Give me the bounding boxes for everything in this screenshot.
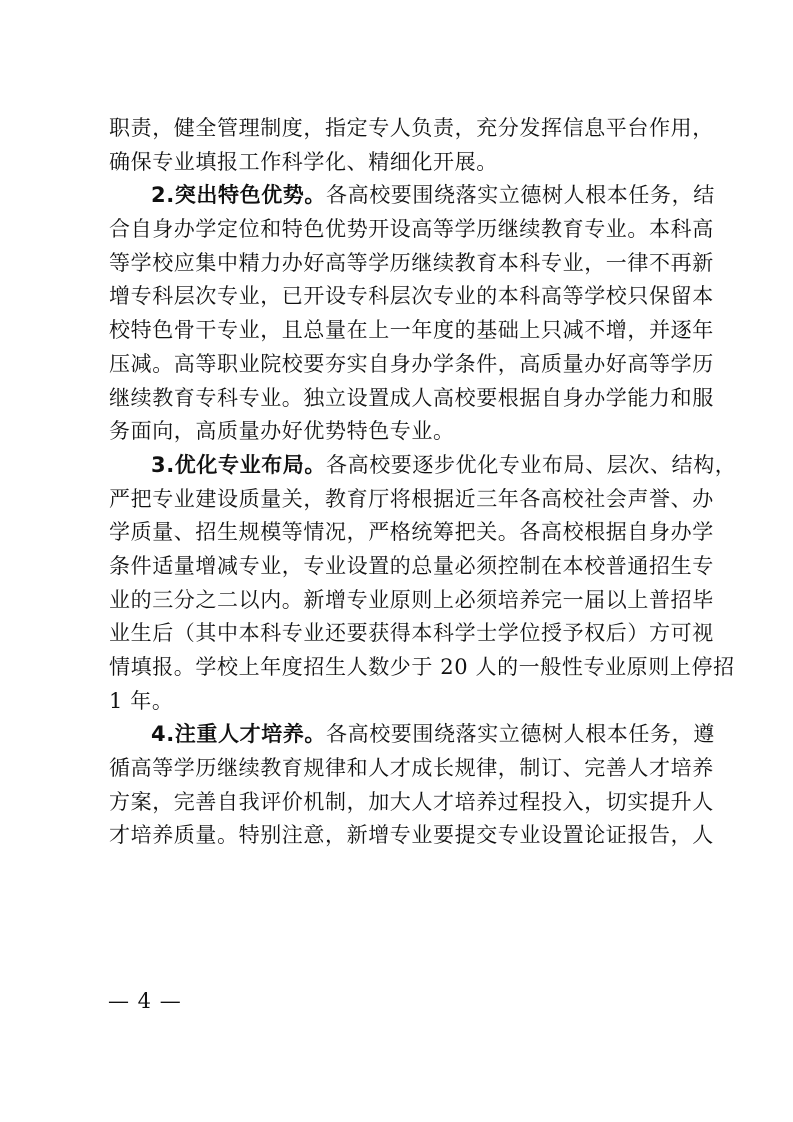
- body-line: 情填报。学校上年度招生人数少于 20 人的一般性专业原则上停招: [109, 655, 735, 679]
- section-3-first-line: [109, 449, 737, 483]
- body-line: 学质量、招生规模等情况，严格统筹把关。各高校根据自身办学: [109, 520, 714, 545]
- body-line: 严把专业建设质量关，教育厅将根据近三年各高校社会声誉、办: [109, 486, 714, 511]
- body-line: 等学校应集中精力办好高等学历继续教育本科专业，一律不再新: [109, 250, 714, 275]
- body-line: 业的三分之二以内。新增专业原则上必须培养完一届以上普招毕: [109, 587, 714, 612]
- section-2-first-line: [109, 179, 715, 213]
- body-line: 务面向，高质量办好优势特色专业。: [109, 419, 455, 444]
- body-line: 压减。高等职业院校要夯实自身办学条件，高质量办好高等学历: [109, 351, 714, 376]
- section-2-heading: 2.突出特色优势。: [151, 183, 326, 208]
- body-line: 职责，健全管理制度，指定专人负责，充分发挥信息平台作用，: [109, 116, 714, 140]
- section-3-text: 各高校要逐步优化专业布局、层次、结构，: [326, 452, 737, 477]
- body-line: 业生后（其中本科专业还要获得本科学士学位授予权后）方可视: [109, 621, 714, 646]
- section-3-heading: 3.优化专业布局。: [151, 452, 326, 477]
- section-4-heading: 4.注重人才培养。: [151, 722, 326, 747]
- body-line: 循高等学历继续教育规律和人才成长规律，制订、完善人才培养: [109, 756, 714, 781]
- document-body: [109, 112, 737, 853]
- body-line: 继续教育专科专业。独立设置成人高校要根据自身办学能力和服: [109, 385, 714, 410]
- body-line: 条件适量增减专业，专业设置的总量必须控制在本校普通招生专: [109, 553, 714, 578]
- body-line: 才培养质量。特别注意，新增专业要提交专业设置论证报告，人: [109, 823, 714, 848]
- section-2-text: 各高校要围绕落实立德树人根本任务，结: [326, 183, 715, 208]
- body-line: 合自身办学定位和特色优势开设高等学历继续教育专业。本科高: [109, 217, 714, 242]
- section-4-first-line: [109, 718, 715, 752]
- body-line: 确保专业填报工作科学化、精细化开展。: [109, 149, 498, 174]
- section-4-text: 各高校要围绕落实立德树人根本任务，遵: [326, 722, 715, 747]
- body-line: 方案，完善自我评价机制，加大人才培养过程投入，切实提升人: [109, 789, 714, 814]
- body-line: 1 年。: [109, 688, 174, 713]
- body-line: 增专科层次专业，已开设专科层次专业的本科高等学校只保留本: [109, 284, 714, 309]
- body-line: 校特色骨干专业，且总量在上一年度的基础上只减不增，并逐年: [109, 318, 714, 343]
- page-number: — 4 —: [108, 989, 182, 1013]
